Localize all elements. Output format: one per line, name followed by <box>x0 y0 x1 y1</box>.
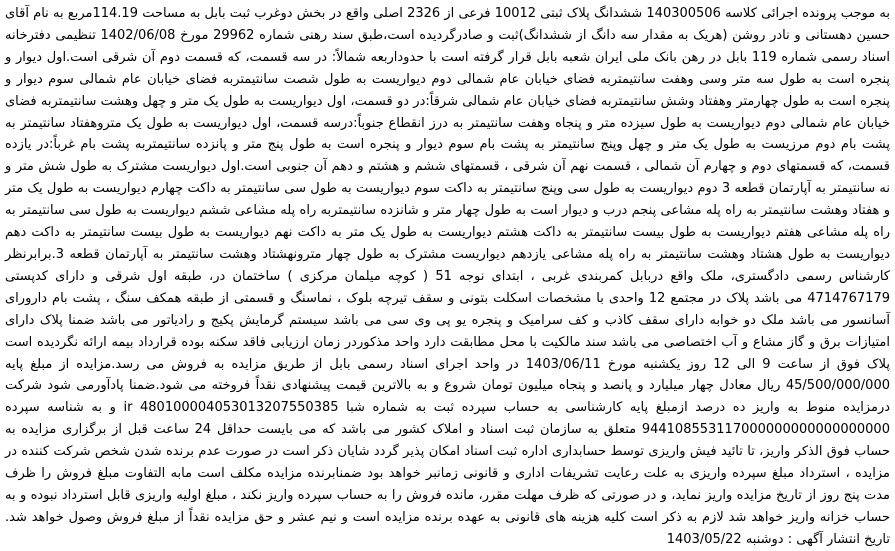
auction-notice-text: به موجب پرونده اجرائی کلاسه 140300506 ششدانگ پلاک ثبتی 10012 فرعی از 2326 اصلی واقع در بخش دوغرب ثبت بابل به مساحت 114.19مربع به نام آقای حسین دهستانی و نادر روشن (هریک به مقدار سه دانگ از ششدانگ)ثبت و صادرگردیده است،طبق سند رهنی شماره 29962 مورخ 1402/06/08 تنظیمی دفترخانه اسناد رسمی شماره 119 بابل در رهن بانک ملی ایران شعبه بابل قرار گرفته است با حدوداربعه شمالاً: در سه قسمت، که قسمت دوم آن شرقی است.اول دیوار و پنجره است به طول سه متر وسی وهفت سانتیمتربه فضای خیابان عام شمالی دوم دیواریست به طول شصت سانتیمتربه فضای خیابان عام شمالی سوم دیوار و پنجره است به طول چهارمتر وهفتاد وشش سانتیمتربه فضای خیابان عام شمالی شرقاً:در دو قسمت، اول دیواریست به طول یک متر و چهل وهشت سانتیمتربه فضای خیابان عام شمالی دوم دیواریست به طول سیزده متر و پنجاه وهفت سانتیمتر به درز انقطاع جنوباً:درسه قسمت، اول دیواریست به طول یک متروهفتاد سانتیمتر به پشت بام دوم مرزیست به طول یک متر و چهل وپنج سانتیمتر به پشت بام سوم دیوار و پنجره است به طول پنج متر و پانزده سانتیمتربه پشت بام غرباً:در یازده قسمت، که قسمتهای دوم و چهارم آن شمالی ، قسمت نهم آن شرقی ، قسمتهای ششم و هشتم و دهم آن جنوبی است.اول دیواریست مشترک به طول شش متر و نه سانتیمتر به آپارتمان قطعه 3 دوم دیواریست به طول سی وپنج سانتیمتر به داکت سوم دیواریست به طول سی سانتیمتر به داکت چهارم دیواریست به طول یک متر و هفتاد وهشت سانتیمتر به راه پله مشاعی پنجم درب و دیوار است به طول چهار متر و شانزده سانتیمتربه راه پله مشاعی ششم دیواریست به طول سی سانتیمتر به راه پله مشاعی هفتم دیواریست به طول بیست سانتیمتر به داکت هشتم دیواریست به طول یک متر به داکت نهم دیواریست به طول بیست سانتیمتر به داکت دهم دیواریست به طول هشتاد وهشت سانتیمتر به راه پله مشاعی یازدهم دیواریست مشترک به طول چهار مترونهشتاد وهشت سانتیمتر به آپارتمان قطعه 3.برابرنظر کارشناس رسمی دادگستری، ملک واقع دربابل کمربندی غربی ، ابتدای نوجه 51 ( کوچه میلمان مرکزی ) ساختمان در، طبقه اول شرقی و دارای کدپستی 4714767179 می باشد پلاک در مجتمع 12 واحدی با مشخصات اسکلت بتونی و سقف تیرچه بلوک ، نماسنگ و قسمتی از طبقه همکف سنگ ، پشت بام دارورای آسانسور می باشد ملک دو خوابه دارای سقف کاذب و کف سرامیک و پنجره یو پی وی سی می باشد سیستم گرمایش پکیج و رادیاتور می باشد ضمنا پلاک دارای امتیازات برق و گاز مشاع و آب اختصاصی می باشد سند مالکیت با محل مطابقت دارد واحد مذکوردر زمان ارزیابی فاقد سکنه بوده قرارداد بیمه ارائه نگردیده است پلاک فوق از ساعت 9 الی 12 روز یکشنبه مورخ 1403/06/11 در واحد اجرای اسناد رسمی بابل از طریق مزایده به فروش می رسد.مزایده از مبلغ پایه 45/500/000/000 ریال معادل چهار میلیارد و پانصد و پنجاه میلیون تومان شروع و به بالاترین قیمت پیشنهادی نقداً فروخته می شود.ضمنا پادآورمی شود شرکت درمزایده منوط به واریز ده درصد ازمبلغ پایه کارشناسی به حساب سپرده ثبت به شماره شبا ir 480100004053013207550385 و به شناسه سپرده 944108553117000000000000000000 متعلق به سازمان ثبت اسناد و املاک کشور می باشد که می بایست حداقل 24 ساعت قبل از برگزاری مزایده به حساب فوق الذکر واریز، تا تائید فیش واریزی توسط حسابداری اداره ثبت اسناد امکان پذیر گردد شایان ذکر است در صورت عدم برنده شدن شخص شرکت کننده در مزایده ، استرداد مبلغ سپرده واریزی به علت رعایت تشریفات اداری و قانونی زمانبر خواهد بود ضمنابرنده مزایده مکلف است مابه التفاوت مبلغ فروش را ظرف مدت پنج روز از تاریخ مزایده واریز نماید، و در صورتی که ظرف مهلت مقرر، مانده فروش را به حساب سپرده واریز نکند ، مبلغ اولیه واریزی قابل استرداد نبوده و به حساب خزانه واریز خواهد شد لازم به ذکر است کلیه هزینه های قانونی به عهده برنده مزایده است و نیم عشر و حق مزایده نقداً از مبلغ فروش وصول خواهد شد. تاریخ انتشار آگهی : دوشنبه 1403/05/22 <box>5 6 891 547</box>
